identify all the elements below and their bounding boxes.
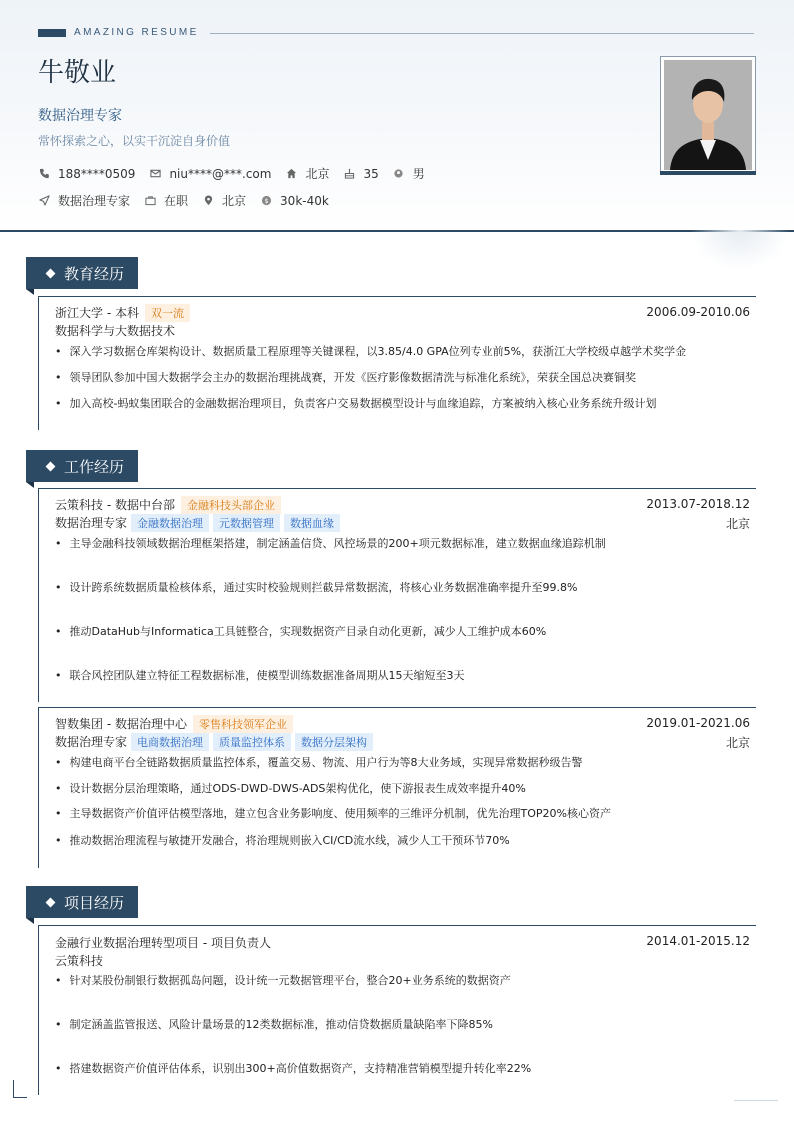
status-item	[144, 192, 188, 209]
diamond-icon	[46, 897, 56, 907]
salary-text: 30k-40k	[280, 193, 329, 208]
section-divider	[38, 488, 756, 489]
project-company: 云策科技	[55, 954, 104, 968]
tag-divider	[210, 33, 754, 34]
section-work	[26, 450, 138, 482]
section-rail	[38, 488, 39, 702]
list-item: • 构建电商平台全链路数据质量监控体系，覆盖交易、物流、用户行为等8大业务域，实现异常数据秒级告警	[55, 754, 583, 770]
phone-text: 188****0509	[58, 166, 136, 181]
school-name: 浙江大学 - 本科	[55, 306, 139, 320]
role-name: 数据治理专家	[55, 735, 128, 749]
work-company-line	[55, 496, 281, 514]
list-item: • 主导数据资产价值评估模型落地，建立包含业务影响度、使用频率的三维评分机制，优先治理TOP20%核心资产	[55, 805, 611, 821]
home-icon	[285, 168, 297, 180]
list-item: • 联合风控团队建立特征工程数据标准，使模型训练数据准备周期从15天缩短至3天	[55, 667, 465, 683]
list-item: • 制定涵盖监管报送、风险计量场景的12类数据标准，推动信贷数据质量缺陷率下降85%	[55, 1016, 493, 1032]
section-title: 项目经历	[64, 893, 125, 912]
education-school-line	[55, 304, 190, 322]
corner-mark	[734, 1100, 778, 1101]
list-item: • 搭建数据资产价值评估体系，识别出300+高价值数据资产，支持精准营销模型提升转化率22%	[55, 1060, 531, 1076]
section-rail	[38, 296, 39, 430]
photo-accent-bar	[660, 171, 756, 175]
svg-text:$: $	[264, 196, 269, 205]
work-date: 2019.01-2021.06	[646, 716, 750, 730]
city-item	[285, 165, 329, 182]
section-divider	[38, 925, 756, 926]
list-item: • 领导团队参加中国大数据学会主办的数据治理挑战赛，开发《医疗影像数据清洗与标准化系统》，荣获全国总决赛铜奖	[55, 369, 636, 385]
gender-icon	[393, 168, 405, 180]
skill-tag: 金融数据治理	[131, 514, 209, 532]
project-date: 2014.01-2015.12	[646, 934, 750, 948]
section-education	[26, 257, 138, 289]
section-title: 教育经历	[64, 264, 125, 283]
candidate-title: 数据治理专家	[38, 108, 122, 124]
status-text: 在职	[164, 194, 189, 208]
work-date: 2013.07-2018.12	[646, 497, 750, 511]
mail-icon	[149, 168, 161, 180]
email-item[interactable]	[149, 167, 271, 181]
position-item	[38, 192, 130, 209]
list-item: • 针对某股份制银行数据孤岛问题，设计统一元数据管理平台，整合20+业务系统的数据资产	[55, 972, 511, 988]
city-text: 北京	[305, 167, 330, 181]
age-text: 35	[363, 166, 379, 181]
work-role-line	[55, 733, 373, 751]
list-item: • 加入高校-蚂蚁集团联合的金融数据治理项目，负责客户交易数据模型设计与血缘追踪，方案被纳入核心业务系统升级计划	[55, 395, 656, 411]
list-item: • 深入学习数据仓库架构设计、数据质量工程原理等关键课程，以3.85/4.0 GPA位列专业前5%，获浙江大学校级卓越学术奖学金	[55, 343, 686, 359]
candidate-name: 牛敬业	[38, 58, 117, 88]
list-item: • 推动DataHub与Informatica工具链整合，实现数据资产目录自动化更新，减少人工维护成本60%	[55, 623, 546, 639]
location-item	[202, 192, 246, 209]
work-location: 北京	[725, 517, 750, 531]
email-text: niu****@***.com	[169, 166, 272, 181]
company-badge: 金融科技头部企业	[181, 496, 281, 514]
section-title: 工作经历	[64, 457, 125, 476]
resume-tag: AMAZING RESUME	[74, 27, 199, 38]
gender-item	[393, 165, 425, 182]
company-name: 云策科技 - 数据中台部	[55, 498, 175, 512]
company-badge: 零售科技领军企业	[193, 715, 293, 733]
education-date: 2006.09-2010.06	[646, 305, 750, 319]
location-text: 北京	[222, 194, 247, 208]
money-icon	[260, 195, 272, 207]
section-divider	[38, 296, 756, 297]
candidate-motto: 常怀探索之心，以实干沉淀自身价值	[38, 134, 231, 148]
skill-tag: 元数据管理	[213, 514, 280, 532]
send-icon	[38, 195, 50, 207]
position-text: 数据治理专家	[58, 194, 131, 208]
intent-row	[38, 192, 343, 209]
phone-item[interactable]	[38, 167, 135, 181]
entry-divider	[38, 707, 756, 708]
tag-bar	[38, 29, 66, 37]
avatar	[664, 60, 752, 170]
list-item: • 主导金融科技领域数据治理框架搭建，制定涵盖信贷、风控场景的200+项元数据标准，建立数据血缘追踪机制	[55, 535, 606, 551]
section-rail	[38, 707, 39, 868]
list-item: • 推动数据治理流程与敏捷开发融合，将治理规则嵌入CI/CD流水线，减少人工干预环节70%	[55, 832, 510, 848]
profile-photo	[660, 56, 756, 174]
skill-tag: 质量监控体系	[213, 733, 291, 751]
skill-tag: 数据血缘	[284, 514, 340, 532]
work-location: 北京	[725, 736, 750, 750]
briefcase-icon	[144, 195, 156, 207]
cake-icon	[343, 168, 355, 180]
school-badge: 双一流	[145, 304, 190, 322]
work-role-line	[55, 514, 340, 532]
phone-icon	[38, 168, 50, 180]
gender-text: 男	[412, 167, 425, 181]
list-item: • 设计跨系统数据质量检核体系，通过实时校验规则拦截异常数据流，将核心业务数据准确率提升至99.8%	[55, 579, 577, 595]
project-name: 金融行业数据治理转型项目 - 项目负责人	[55, 936, 271, 950]
section-rail	[38, 925, 39, 1095]
age-item	[343, 167, 378, 181]
education-major: 数据科学与大数据技术	[55, 324, 176, 338]
skill-tag: 数据分层架构	[295, 733, 373, 751]
role-name: 数据治理专家	[55, 516, 128, 530]
diamond-icon	[46, 268, 56, 278]
diamond-icon	[46, 461, 56, 471]
corner-mark	[13, 1080, 27, 1098]
resume-header	[0, 0, 794, 232]
list-item: • 设计数据分层治理策略，通过ODS-DWD-DWS-ADS架构优化，使下游报表生成效率提升40%	[55, 780, 526, 796]
header-glow	[690, 230, 790, 270]
contact-row	[38, 165, 439, 182]
section-project	[26, 886, 138, 918]
company-name: 智数集团 - 数据治理中心	[55, 717, 187, 731]
work-company-line	[55, 715, 293, 733]
skill-tag: 电商数据治理	[131, 733, 209, 751]
location-pin-icon	[202, 195, 214, 207]
salary-item	[260, 194, 329, 208]
